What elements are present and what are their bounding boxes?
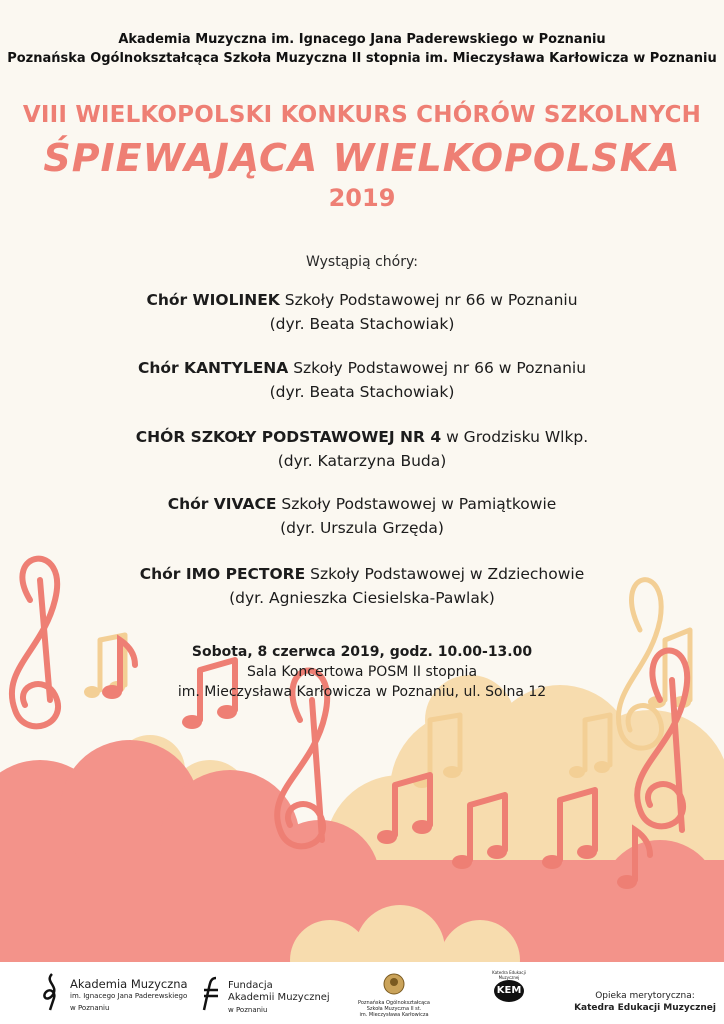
treble-clef-icon <box>38 972 66 1012</box>
choir-school: Szkoły Podstawowej nr 66 w Poznaniu <box>279 291 578 309</box>
event-venue: Sala Koncertowa POSM II stopnia <box>246 664 478 680</box>
opieka-credit <box>570 990 720 1014</box>
contest-edition-title: VIII WIELKOPOLSKI KONKURS CHÓRÓW SZKOLNYCH <box>22 102 702 128</box>
posm-line1: Poznańska Ogólnokształcąca <box>358 1000 430 1006</box>
choir-entry <box>0 288 724 336</box>
opieka-name: Katedra Edukacji Muzycznej <box>574 1003 716 1013</box>
posm-logo <box>356 972 432 1018</box>
choir-entry <box>0 562 724 610</box>
choir-director: (dyr. Agnieszka Ciesielska-Pawlak) <box>229 589 495 607</box>
choir-name: Chór IMO PECTORE <box>139 565 306 583</box>
choir-director: (dyr. Beata Stachowiak) <box>269 315 455 333</box>
fundacja-name: Akademii Muzycznej <box>228 992 330 1003</box>
choir-name: Chór KANTYLENA <box>137 359 289 377</box>
event-address: im. Mieczysława Karłowicza w Poznaniu, ul. Solna 12 <box>177 684 547 700</box>
portrait-medallion-icon <box>383 972 405 996</box>
choir-name: CHÓR SZKOŁY PODSTAWOWEJ NR 4 <box>135 428 442 446</box>
choir-school: w Grodzisku Wlkp. <box>441 428 589 446</box>
school-header: Poznańska Ogólnokształcąca Szkoła Muzyczna II stopnia im. Mieczysława Karłowicza w Poznaniu <box>7 51 717 66</box>
fundacja-city: w Poznaniu <box>228 1006 268 1014</box>
akademia-patron: im. Ignacego Jana Paderewskiego <box>70 992 188 1000</box>
event-details <box>0 642 724 702</box>
academy-header: Akademia Muzyczna im. Ignacego Jana Paderewskiego w Poznaniu <box>118 32 606 47</box>
choir-name: Chór VIVACE <box>167 495 277 513</box>
choir-director: (dyr. Katarzyna Buda) <box>277 452 447 470</box>
event-date-time: Sobota, 8 czerwca 2019, godz. 10.00-13.00 <box>191 644 533 660</box>
contest-name-title: ŚPIEWAJĄCA WIELKOPOLSKA <box>43 136 681 180</box>
fundacja-label: Fundacja <box>228 980 273 991</box>
choir-director: (dyr. Beata Stachowiak) <box>269 383 455 401</box>
opieka-label: Opieka merytoryczna: <box>595 991 695 1001</box>
kem-logo <box>484 970 534 1002</box>
choir-director: (dyr. Urszula Grzęda) <box>280 519 444 537</box>
posm-line3: im. Mieczysława Karłowicza <box>359 1012 429 1018</box>
akademia-name: Akademia Muzyczna <box>70 977 188 991</box>
contest-year: 2019 <box>328 184 396 212</box>
f-clef-icon <box>200 974 226 1014</box>
choir-school: Szkoły Podstawowej w Zdziechowie <box>305 565 585 583</box>
choir-entry <box>0 492 724 540</box>
akademia-city: w Poznaniu <box>70 1004 110 1012</box>
posm-line2: Szkoła Muzyczna II st. <box>366 1006 422 1012</box>
choir-entry <box>0 425 724 473</box>
sponsor-footer <box>0 962 724 1024</box>
choir-school: Szkoły Podstawowej nr 66 w Poznaniu <box>288 359 587 377</box>
choir-school: Szkoły Podstawowej w Pamiątkowie <box>276 495 557 513</box>
kem-badge: KEM <box>494 980 524 1002</box>
choirs-intro: Wystąpią chóry: <box>306 254 418 270</box>
kem-caption: Katedra Edukacji Muzycznej <box>492 970 526 980</box>
choir-entry <box>0 356 724 404</box>
choir-name: Chór WIOLINEK <box>146 291 280 309</box>
